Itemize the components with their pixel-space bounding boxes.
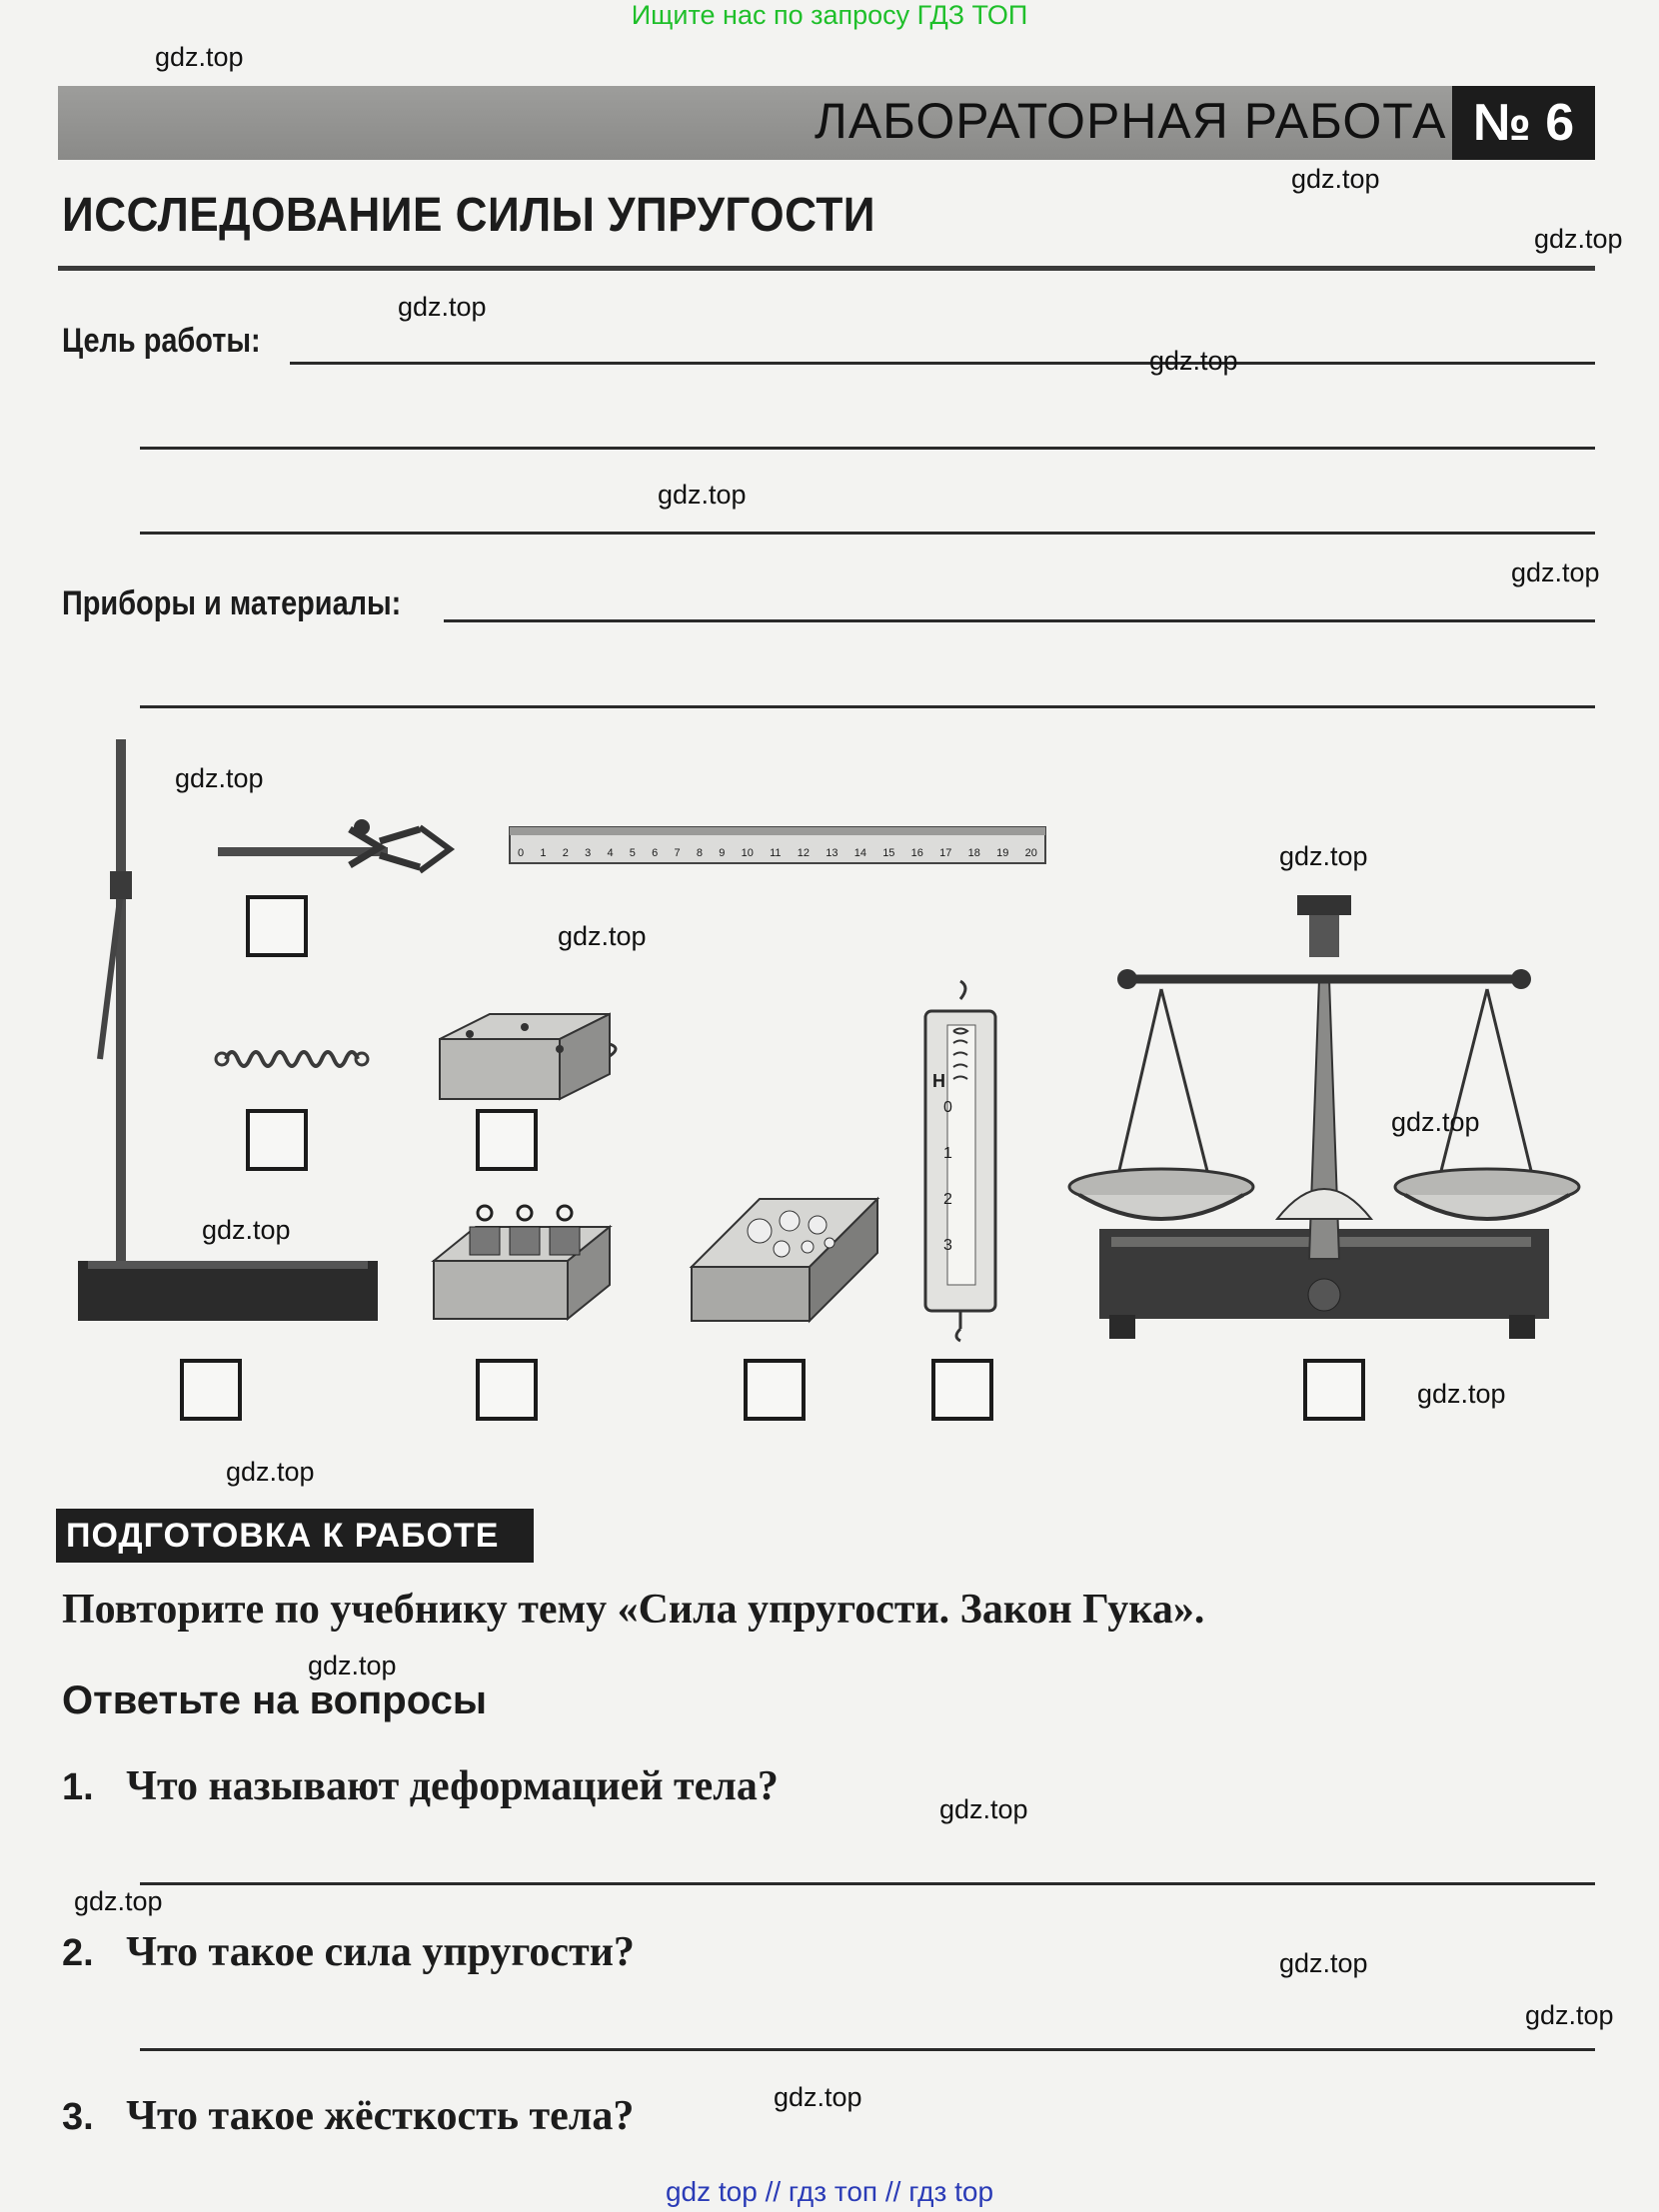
dynamometer-tick-label: 2	[943, 1191, 952, 1208]
question-1	[62, 1762, 779, 1810]
checkbox-clamp[interactable]	[246, 895, 308, 957]
instruction-text: Повторите по учебнику тему «Сила упругости. Закон Гука».	[62, 1587, 1205, 1633]
watermark: gdz.top	[308, 1651, 397, 1680]
answer-line-2[interactable]	[140, 2048, 1595, 2051]
ruler-tick-label: 17	[939, 847, 952, 859]
watermark: gdz.top	[774, 2082, 862, 2112]
checkbox-spring[interactable]	[246, 1109, 308, 1171]
weights-set-icon	[434, 1206, 610, 1319]
ruler-tick-label: 4	[607, 847, 614, 859]
watermark: gdz.top	[1279, 1948, 1368, 1978]
weight-box-icon	[692, 1199, 877, 1321]
question-2	[62, 1928, 635, 1976]
watermark: gdz.top	[939, 1794, 1028, 1824]
equipment-label: Приборы и материалы:	[62, 584, 402, 622]
ruler-tick-label: 13	[826, 847, 838, 859]
lab-label: ЛАБОРАТОРНАЯ РАБОТА	[815, 93, 1447, 149]
dynamometer-scale	[943, 1099, 961, 1283]
goal-label: Цель работы:	[62, 322, 261, 360]
watermark: gdz.top	[1511, 557, 1600, 587]
watermark: gdz.top	[1525, 2000, 1614, 2030]
ruler-tick-label: 3	[585, 847, 592, 859]
dynamometer-tick-label: 0	[943, 1099, 952, 1116]
ruler-tick-label: 10	[741, 847, 754, 859]
watermark: gdz.top	[398, 292, 487, 322]
watermark: gdz.top	[74, 1886, 163, 1916]
watermark: gdz.top	[1279, 841, 1368, 871]
ruler-tick-label: 19	[996, 847, 1009, 859]
spring-icon	[216, 1052, 368, 1066]
question-number: 1.	[62, 1766, 94, 1808]
ruler-tick-label: 0	[518, 847, 525, 859]
questions-heading: Ответьте на вопросы	[62, 1678, 488, 1722]
watermark: gdz.top	[1391, 1107, 1480, 1137]
question-3	[62, 2092, 634, 2140]
watermark: gdz.top	[155, 42, 244, 72]
section-preparation: ПОДГОТОВКА К РАБОТЕ	[56, 1509, 534, 1563]
clamp-icon	[218, 819, 450, 871]
question-text: Что такое сила упругости?	[126, 1929, 635, 1975]
checkbox-balance-scale[interactable]	[1303, 1359, 1365, 1421]
ruler-tick-label: 18	[967, 847, 980, 859]
question-number: 3.	[62, 2096, 94, 2138]
dynamometer-tick-label: 3	[943, 1237, 952, 1254]
question-number: 2.	[62, 1932, 94, 1974]
watermark: gdz.top	[658, 480, 747, 510]
watermark: gdz.top	[175, 763, 264, 793]
answer-line-1[interactable]	[140, 1882, 1595, 1885]
watermark: gdz.top	[1417, 1379, 1506, 1409]
ruler-tick-label: 1	[540, 847, 547, 859]
watermark: gdz.top	[226, 1457, 315, 1487]
watermark: gdz.top	[202, 1215, 291, 1245]
dynamometer-unit: Н	[932, 1071, 945, 1091]
balance-scale-icon	[1069, 895, 1579, 1339]
wooden-block-icon	[440, 1014, 616, 1099]
watermark: gdz.top	[1534, 224, 1623, 254]
watermark: gdz.top	[558, 921, 647, 951]
ruler-tick-label: 15	[882, 847, 895, 859]
ruler-tick-label: 6	[652, 847, 659, 859]
watermark: gdz.top	[1291, 164, 1380, 194]
ruler-tick-label: 8	[696, 847, 703, 859]
checkbox-stand[interactable]	[180, 1359, 242, 1421]
ruler-tick-label: 5	[629, 847, 636, 859]
lab-number: № 6	[1452, 86, 1595, 160]
checkbox-weights-set[interactable]	[476, 1359, 538, 1421]
ruler-tick-label: 12	[797, 847, 810, 859]
dynamometer-tick-label: 1	[943, 1145, 952, 1162]
ruler-tick-label: 20	[1024, 847, 1037, 859]
ruler-tick-label: 14	[853, 847, 866, 859]
checkbox-weight-box[interactable]	[744, 1359, 806, 1421]
ruler-tick-label: 11	[770, 847, 782, 859]
ruler-tick-label: 7	[674, 847, 681, 859]
question-text: Что называют деформацией тела?	[126, 1763, 779, 1809]
watermark: gdz.top	[1149, 346, 1238, 376]
ruler-tick-label: 16	[910, 847, 923, 859]
top-notice: Ищите нас по запросу ГДЗ ТОП	[631, 0, 1028, 30]
question-text: Что такое жёсткость тела?	[126, 2093, 635, 2139]
bottom-notice: gdz top // гдз топ // гдз top	[665, 2176, 994, 2207]
ruler-tick-label: 9	[719, 847, 726, 859]
checkbox-wooden-block[interactable]	[476, 1109, 538, 1171]
checkbox-dynamometer[interactable]	[931, 1359, 993, 1421]
ruler-tick-label: 2	[562, 847, 569, 859]
ruler-scale	[518, 847, 1037, 859]
page-title: ИССЛЕДОВАНИЕ СИЛЫ УПРУГОСТИ	[62, 189, 876, 242]
